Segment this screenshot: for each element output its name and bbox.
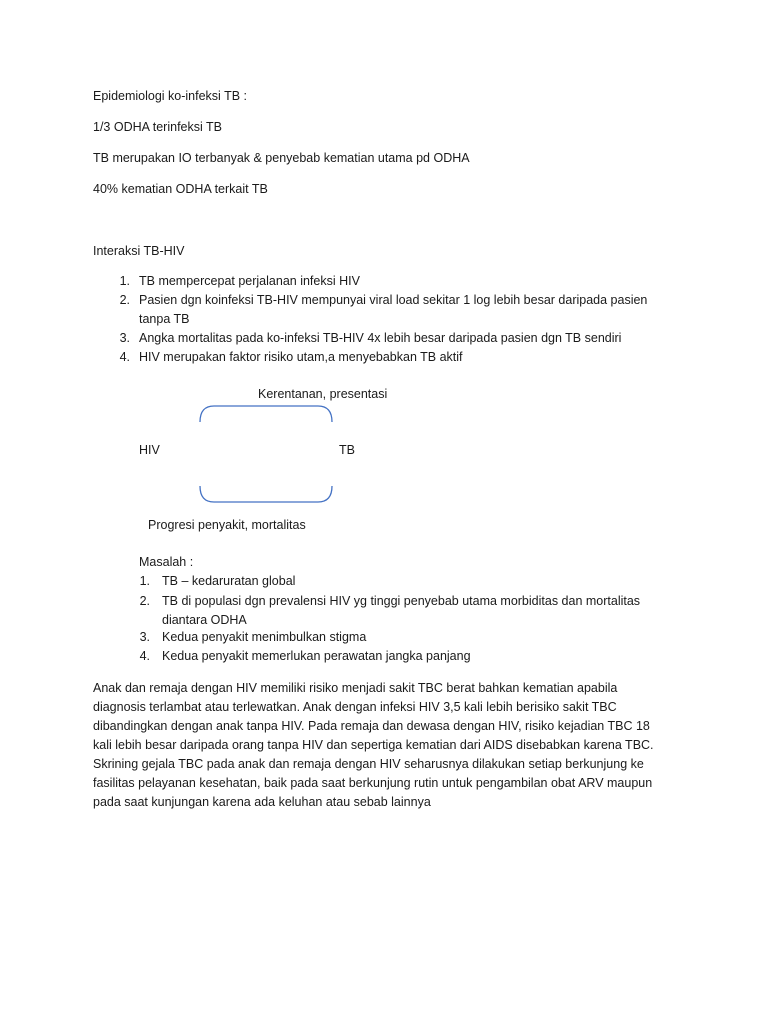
list-text: Pasien dgn koinfeksi TB-HIV mempunyai viral load sekitar 1 log lebih besar daripada pasien xyxy=(139,293,648,307)
list-number: 2. xyxy=(139,594,150,608)
diagram-top-label: Kerentanan, presentasi xyxy=(258,387,388,401)
diagram-bottom-label: Progresi penyakit, mortalitas xyxy=(148,518,306,532)
list-text-continued: diantara ODHA xyxy=(162,613,247,627)
epidemiology-line-3: 40% kematian ODHA terkait TB xyxy=(93,182,268,196)
paragraph-line: kali lebih besar daripada orang tanpa HIV dan sepertiga kematian dari AIDS disebabkan karena TBC. xyxy=(93,738,654,752)
list-text-continued: tanpa TB xyxy=(139,312,190,326)
paragraph-line: dibandingkan dengan anak tanpa HIV. Pada remaja dan dewasa dengan HIV, risiko kejadian TBC 18 xyxy=(93,719,650,733)
diagram-left-label: HIV xyxy=(139,443,160,457)
diagram-right-label: TB xyxy=(339,443,355,457)
body-paragraph xyxy=(93,679,683,812)
paragraph-line: Anak dan remaja dengan HIV memiliki risiko menjadi sakit TBC berat bahkan kematian apabila xyxy=(93,681,618,695)
heading-epidemiologi: Epidemiologi ko-infeksi TB : xyxy=(93,89,248,103)
list-number: 2. xyxy=(119,293,130,307)
paragraph-line: fasilitas pelayanan kesehatan, baik pada saat berkunjung rutin untuk pengambilan obat ARV maupun xyxy=(93,776,653,790)
interaksi-title: Interaksi TB-HIV xyxy=(93,244,185,258)
paragraph-line: Skrining gejala TBC pada anak dan remaja dengan HIV seharusnya dilakukan setiap berkunjung ke xyxy=(93,757,644,771)
list-text: Kedua penyakit memerlukan perawatan jangka panjang xyxy=(162,649,471,663)
list-text: TB – kedaruratan global xyxy=(162,574,296,588)
list-number: 1. xyxy=(119,274,130,288)
list-text: TB di populasi dgn prevalensi HIV yg tinggi penyebab utama morbiditas dan mortalitas xyxy=(162,594,641,608)
list-text: Kedua penyakit menimbulkan stigma xyxy=(162,630,367,644)
paragraph-line: pada saat kunjungan karena ada keluhan atau sebab lainnya xyxy=(93,795,431,809)
bottom-bracket xyxy=(198,484,334,504)
list-text: HIV merupakan faktor risiko utam,a menyebabkan TB aktif xyxy=(139,350,463,364)
list-text: Angka mortalitas pada ko-infeksi TB-HIV 4x lebih besar daripada pasien dgn TB sendiri xyxy=(139,331,622,345)
paragraph-line: diagnosis terlambat atau terlewatkan. Anak dengan infeksi HIV 3,5 kali lebih berisiko sakit TBC xyxy=(93,700,617,714)
top-bracket xyxy=(198,404,334,424)
list-number: 4. xyxy=(119,350,130,364)
list-number: 4. xyxy=(139,649,150,663)
list-text: TB mempercepat perjalanan infeksi HIV xyxy=(139,274,360,288)
epidemiology-line-1: 1/3 ODHA terinfeksi TB xyxy=(93,120,222,134)
masalah-title: Masalah : xyxy=(139,555,194,569)
list-number: 3. xyxy=(119,331,130,345)
epidemiology-line-2: TB merupakan IO terbanyak & penyebab kematian utama pd ODHA xyxy=(93,151,470,165)
list-number: 3. xyxy=(139,630,150,644)
list-number: 1. xyxy=(139,574,150,588)
